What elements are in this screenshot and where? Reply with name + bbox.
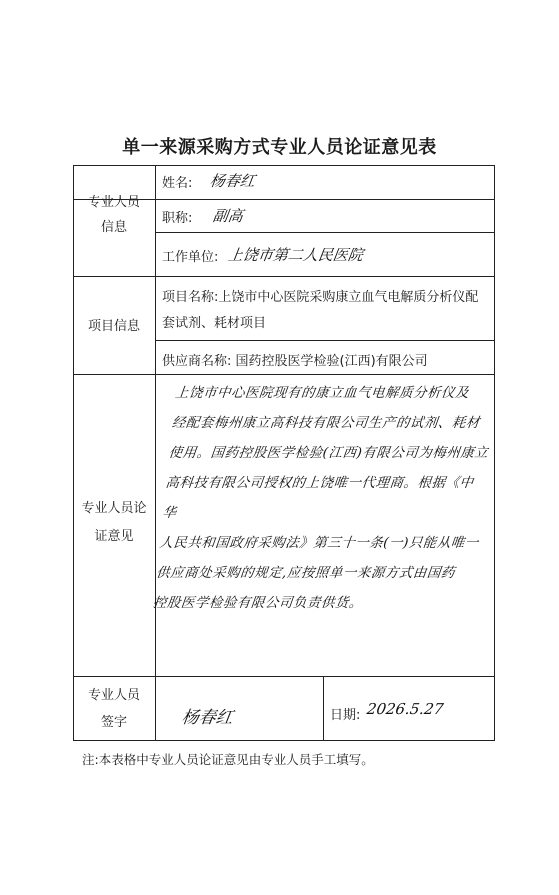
opinion-line: 人民共和国政府采购法》第三十一条(一)只能从唯一 [158,535,480,551]
page-title: 单一来源采购方式专业人员论证意见表 [122,137,437,158]
signature: 杨春红 [180,708,235,728]
unit-label: 工作单位: [162,250,219,265]
footnote: 注:本表格中专业人员论证意见由专业人员手工填写。 [82,752,374,767]
row-divider [73,676,495,677]
unit-value: 上饶市第二人民医院 [226,246,365,264]
signature-section-label: 专业人员 签字 [87,688,140,730]
opinion-line: 供应商处采购的规定,应按照单一来源方式由国药 [155,565,456,581]
opinion-line: 使用。国药控股医学检验(江西)有限公司为梅州康立 [167,445,490,461]
row-divider [155,232,495,233]
column-divider [155,165,156,741]
row-divider [73,276,495,277]
row-divider [155,340,495,341]
opinion-text [151,378,496,618]
opinion-section-label: 专业人员论 证意见 [81,501,147,544]
position-value: 副高 [211,207,245,225]
opinion-line: 上饶市中心医院现有的康立血气电解质分析仪及 [174,385,470,401]
date-value: 2026.5.27 [365,700,445,718]
project-name: 项目名称:上饶市中心医院采购康立血气电解质分析仪配套试剂、耗材项目 [162,290,479,331]
opinion-line: 控股医学检验有限公司负责供货。 [152,595,364,611]
name-label: 姓名: [162,176,193,191]
name-value: 杨春红 [208,172,257,190]
project-section-label: 项目信息 [87,319,140,334]
position-label: 职称: [162,211,193,226]
info-section-label: 专业人员 信息 [87,195,140,235]
supplier-name: 供应商名称: 国药控股医学检验(江西)有限公司 [162,354,428,369]
opinion-line: 高科技有限公司授权的上饶唯一代理商。根据《中华 [161,475,475,521]
row-divider [73,374,495,375]
date-label: 日期: [330,708,361,723]
opinion-line: 经配套梅州康立高科技有限公司生产的试剂、耗材 [171,415,481,431]
column-divider [323,676,324,741]
